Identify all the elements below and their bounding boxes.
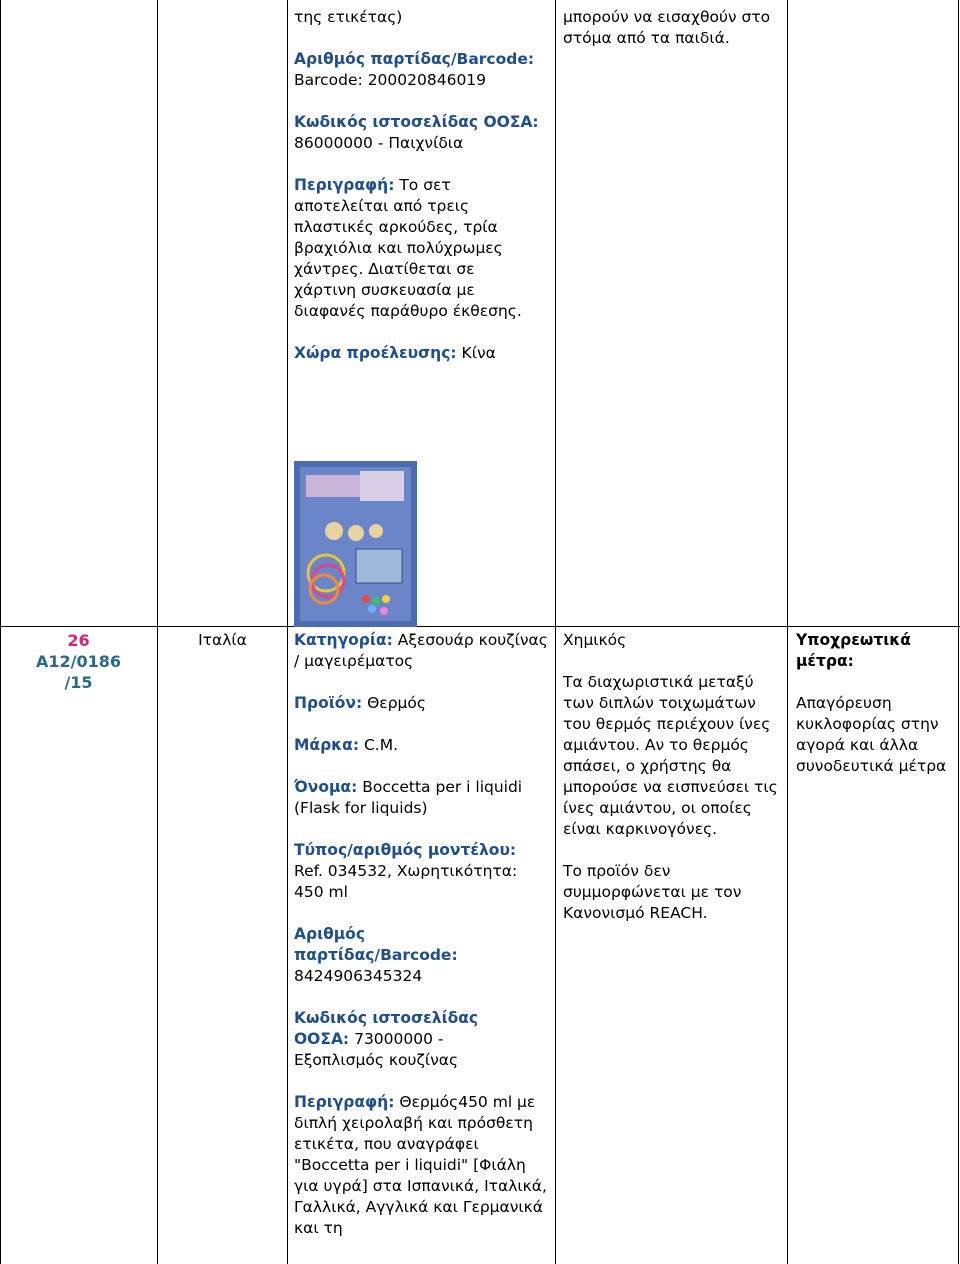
brand-field [294,735,549,756]
brand-value: C.M. [363,736,399,754]
risk-cell [563,630,781,924]
row-number-cell [0,630,157,693]
risk-text: Τα διαχωριστικά μεταξύ των διπλών τοιχωμάτων του θερμός περιέχουν ίνες αμιάντου. Αν το θερμός σπάσει, ο χρήστης θα μπορούσε να εισπνεύσει τις ίνες αμιάντου, οι οποίες είναι καρκινογόνες. [563,673,778,838]
description-value: Το σετ αποτελείται από τρεις πλαστικές αρκούδες, τρία βραχιόλια και πολύχρωμες χάντρες. ∆ιατίθεται σε χάρτινη συσκευασία με διαφανές παράθυρο έκθεσης. [294,176,522,320]
ref-line-2: /15 [64,673,93,692]
oecd-label: Κωδικός ιστοσελίδας ΟΟΣΑ: [294,113,539,131]
batch-field [294,49,544,91]
ref-line-1: A12/0186 [35,652,122,671]
origin-field [294,343,544,364]
name-label: Όνομα: [294,778,358,796]
country: Ιταλία [198,631,247,649]
category-field [294,630,549,672]
description26-field [294,1092,549,1239]
name-value: Boccetta per i liquidi (Flask for liquids) [294,778,523,817]
product-value: Θερμός [367,694,426,712]
description-field [294,175,534,322]
model-field [294,840,549,903]
batch-label: Αριθμός παρτίδας/Barcode: [294,50,535,68]
description26-value: Θερμός450 ml με διπλή χειρολαβή και πρόσθετη ετικέτα, που αναγράφει "Boccetta per i liquidi" [Φιάλη για υγρά] στα Ισπανικά, Ιταλικά, Γαλλικά, Αγγλικά και Γερμανικά και τη [294,1093,547,1237]
product-photo [294,461,417,627]
origin-label: Χώρα προέλευσης: [294,344,457,362]
country-cell [158,630,287,651]
batch26-field [294,924,494,987]
reach-text: Το προϊόν δεν συμμορφώνεται με τον Κανονισμό REACH. [563,862,742,922]
product-label: Προϊόν: [294,694,363,712]
oecd-field [294,112,544,154]
measures-label: Υποχρεωτικά μέτρα: [796,631,911,670]
batch26-label: Αριθμός παρτίδας/Barcode: [294,925,458,964]
category-value: Αξεσουάρ κουζίνας / μαγειρέματος [294,631,548,670]
measures-text: Απαγόρευση κυκλοφορίας στην αγορά και άλλα συνοδευτικά μέτρα [796,694,947,775]
product-details-prev [294,7,544,364]
batch-value: Barcode: 200020846019 [294,71,487,89]
model-label: Τύπος/αριθμός μοντέλου: [294,841,517,859]
risk-tail-text: μπορούν να εισαχθούν στο στόμα από τα παιδιά. [563,8,771,47]
row-number: 26 [67,631,90,650]
measures-cell [796,630,952,777]
product-field [294,693,549,714]
description26-label: Περιγραφή: [294,1093,395,1111]
description-label: Περιγραφή: [294,176,395,194]
brand-label: Μάρκα: [294,736,360,754]
product-details [294,630,549,1239]
risk-type: Χημικός [563,631,627,649]
risk-tail [563,7,773,49]
category-label: Κατηγορία: [294,631,393,649]
oecd26-label: Κωδικός ιστοσελίδας ΟΟΣΑ: [294,1009,479,1048]
oecd26-field [294,1008,504,1071]
label-tail: της ετικέτας) [294,8,403,26]
oecd26-value: 73000000 - Εξοπλισμός κουζίνας [294,1030,459,1069]
origin-value: Κίνα [461,344,496,362]
batch26-value: 8424906345324 [294,967,423,985]
name-field [294,777,549,819]
model-value: Ref. 034532, Χωρητικότητα: 450 ml [294,862,518,901]
oecd-value: 86000000 - Παιχνίδια [294,134,464,152]
